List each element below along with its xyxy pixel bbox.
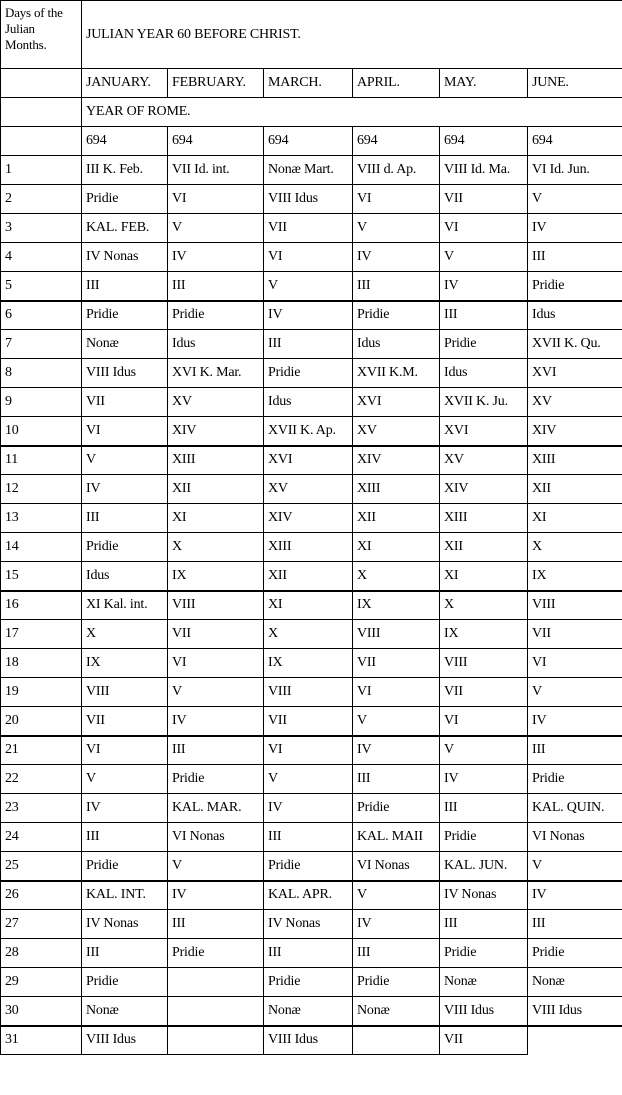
day-number-cell: 2 bbox=[1, 185, 82, 214]
year-value: 694 bbox=[264, 127, 353, 156]
date-cell: IV bbox=[528, 707, 622, 736]
date-cell: Nonæ bbox=[82, 330, 168, 359]
date-cell: V bbox=[82, 765, 168, 794]
date-cell: KAL. APR. bbox=[264, 881, 353, 910]
date-cell: KAL. JUN. bbox=[440, 852, 528, 881]
date-cell: VIII d. Ap. bbox=[353, 156, 440, 185]
year-value: 694 bbox=[353, 127, 440, 156]
date-cell: Pridie bbox=[353, 301, 440, 330]
date-cell: V bbox=[353, 881, 440, 910]
date-cell: KAL. QUIN. bbox=[528, 794, 622, 823]
date-cell: V bbox=[440, 243, 528, 272]
day-number-cell: 24 bbox=[1, 823, 82, 852]
title-row bbox=[1, 1, 622, 69]
calendar-body bbox=[1, 1, 622, 1055]
table-row bbox=[1, 156, 622, 185]
date-cell: IV bbox=[168, 243, 264, 272]
day-number-cell: 28 bbox=[1, 939, 82, 968]
date-cell: Pridie bbox=[264, 968, 353, 997]
date-cell: III bbox=[168, 272, 264, 301]
date-cell: III bbox=[440, 301, 528, 330]
date-cell: VII bbox=[440, 185, 528, 214]
date-cell: Pridie bbox=[353, 968, 440, 997]
date-cell: V bbox=[168, 852, 264, 881]
date-cell: III bbox=[82, 939, 168, 968]
date-cell: XV bbox=[264, 475, 353, 504]
month-header: FEBRUARY. bbox=[168, 69, 264, 98]
table-row bbox=[1, 852, 622, 881]
table-row bbox=[1, 1026, 622, 1055]
table-row bbox=[1, 504, 622, 533]
date-cell bbox=[353, 1026, 440, 1055]
date-cell: VI bbox=[82, 736, 168, 765]
table-row bbox=[1, 823, 622, 852]
table-row bbox=[1, 562, 622, 591]
date-cell: VIII bbox=[168, 591, 264, 620]
date-cell bbox=[168, 968, 264, 997]
date-cell: Idus bbox=[440, 359, 528, 388]
table-row bbox=[1, 736, 622, 765]
day-number-cell: 25 bbox=[1, 852, 82, 881]
date-cell: Nonæ bbox=[82, 997, 168, 1026]
date-cell: Pridie bbox=[82, 185, 168, 214]
date-cell: IX bbox=[440, 620, 528, 649]
table-row bbox=[1, 620, 622, 649]
date-cell: XIII bbox=[264, 533, 353, 562]
date-cell: XV bbox=[353, 417, 440, 446]
date-cell: IX bbox=[353, 591, 440, 620]
date-cell: X bbox=[168, 533, 264, 562]
date-cell: Idus bbox=[82, 562, 168, 591]
date-cell: XI bbox=[528, 504, 622, 533]
date-cell: VII bbox=[440, 678, 528, 707]
date-cell: III bbox=[528, 736, 622, 765]
table-row bbox=[1, 475, 622, 504]
table-row bbox=[1, 185, 622, 214]
date-cell: XVII K. Ju. bbox=[440, 388, 528, 417]
date-cell bbox=[168, 997, 264, 1026]
date-cell: III bbox=[353, 939, 440, 968]
date-cell: V bbox=[168, 678, 264, 707]
day-number-cell: 15 bbox=[1, 562, 82, 591]
date-cell: VII bbox=[264, 707, 353, 736]
date-cell: XIV bbox=[168, 417, 264, 446]
date-cell: IV Nonas bbox=[264, 910, 353, 939]
date-cell: Pridie bbox=[440, 330, 528, 359]
day-number-cell: 1 bbox=[1, 156, 82, 185]
table-row bbox=[1, 678, 622, 707]
date-cell: VII bbox=[440, 1026, 528, 1055]
day-number-cell: 8 bbox=[1, 359, 82, 388]
date-cell: IX bbox=[82, 649, 168, 678]
day-number-cell: 10 bbox=[1, 417, 82, 446]
date-cell: III bbox=[82, 504, 168, 533]
table-row bbox=[1, 794, 622, 823]
day-number-cell: 17 bbox=[1, 620, 82, 649]
date-cell: XII bbox=[264, 562, 353, 591]
date-cell: XIII bbox=[353, 475, 440, 504]
date-cell: KAL. INT. bbox=[82, 881, 168, 910]
date-cell: V bbox=[528, 185, 622, 214]
day-number-cell: 19 bbox=[1, 678, 82, 707]
date-cell: III bbox=[82, 823, 168, 852]
date-cell: Pridie bbox=[528, 272, 622, 301]
date-cell: VI Nonas bbox=[353, 852, 440, 881]
date-cell: V bbox=[264, 272, 353, 301]
table-row bbox=[1, 330, 622, 359]
date-cell: XIV bbox=[353, 446, 440, 475]
date-cell: IV bbox=[82, 794, 168, 823]
date-cell: VI bbox=[440, 707, 528, 736]
day-number-cell: 27 bbox=[1, 910, 82, 939]
empty-header-cell bbox=[1, 98, 82, 127]
table-row bbox=[1, 910, 622, 939]
date-cell: V bbox=[440, 736, 528, 765]
date-cell: VI bbox=[353, 678, 440, 707]
table-row bbox=[1, 359, 622, 388]
date-cell: VI bbox=[168, 649, 264, 678]
date-cell: V bbox=[353, 214, 440, 243]
months-row bbox=[1, 69, 622, 98]
date-cell: IV bbox=[168, 707, 264, 736]
day-number-cell: 3 bbox=[1, 214, 82, 243]
date-cell: VII bbox=[528, 620, 622, 649]
date-cell: Nonæ bbox=[353, 997, 440, 1026]
date-cell: XIII bbox=[440, 504, 528, 533]
table-row bbox=[1, 446, 622, 475]
date-cell: Pridie bbox=[440, 823, 528, 852]
month-header: MARCH. bbox=[264, 69, 353, 98]
date-cell: XI bbox=[168, 504, 264, 533]
date-cell: XVI bbox=[528, 359, 622, 388]
date-cell: Pridie bbox=[168, 301, 264, 330]
date-cell: VI Nonas bbox=[168, 823, 264, 852]
date-cell: VIII Idus bbox=[264, 1026, 353, 1055]
blank-area bbox=[528, 1026, 622, 1055]
date-cell: KAL. MAII bbox=[353, 823, 440, 852]
date-cell: III bbox=[353, 272, 440, 301]
table-row bbox=[1, 968, 622, 997]
date-cell: Pridie bbox=[440, 939, 528, 968]
date-cell: Pridie bbox=[82, 968, 168, 997]
date-cell: X bbox=[82, 620, 168, 649]
date-cell: KAL. MAR. bbox=[168, 794, 264, 823]
date-cell: XI bbox=[440, 562, 528, 591]
table-row bbox=[1, 417, 622, 446]
date-cell: Pridie bbox=[264, 852, 353, 881]
date-cell: III bbox=[264, 939, 353, 968]
date-cell: VI bbox=[528, 649, 622, 678]
date-cell: V bbox=[264, 765, 353, 794]
year-value: 694 bbox=[82, 127, 168, 156]
date-cell: Idus bbox=[168, 330, 264, 359]
date-cell: IV bbox=[353, 910, 440, 939]
date-cell: IV bbox=[264, 794, 353, 823]
day-number-cell: 7 bbox=[1, 330, 82, 359]
date-cell: XVII K. Ap. bbox=[264, 417, 353, 446]
table-row bbox=[1, 214, 622, 243]
date-cell bbox=[168, 1026, 264, 1055]
date-cell: XIV bbox=[264, 504, 353, 533]
date-cell: VI bbox=[264, 243, 353, 272]
year-value: 694 bbox=[440, 127, 528, 156]
date-cell: VI Nonas bbox=[528, 823, 622, 852]
days-column-header: Days of the Julian Months. bbox=[1, 1, 82, 69]
date-cell: X bbox=[353, 562, 440, 591]
year-of-rome-label: YEAR OF ROME. bbox=[82, 98, 622, 127]
day-number-cell: 26 bbox=[1, 881, 82, 910]
date-cell: IV Nonas bbox=[82, 243, 168, 272]
date-cell: Pridie bbox=[168, 765, 264, 794]
date-cell: VIII Idus bbox=[264, 185, 353, 214]
date-cell: Pridie bbox=[82, 852, 168, 881]
day-number-cell: 9 bbox=[1, 388, 82, 417]
date-cell: KAL. FEB. bbox=[82, 214, 168, 243]
date-cell: XIII bbox=[168, 446, 264, 475]
table-row bbox=[1, 388, 622, 417]
table-row bbox=[1, 591, 622, 620]
date-cell: VI bbox=[440, 214, 528, 243]
date-cell: III bbox=[528, 910, 622, 939]
date-cell: VII bbox=[168, 620, 264, 649]
date-cell: VIII bbox=[528, 591, 622, 620]
date-cell: IV bbox=[168, 881, 264, 910]
date-cell: Pridie bbox=[82, 301, 168, 330]
date-cell: XII bbox=[440, 533, 528, 562]
date-cell: Nonæ bbox=[264, 997, 353, 1026]
day-number-cell: 20 bbox=[1, 707, 82, 736]
date-cell: Idus bbox=[353, 330, 440, 359]
day-number-cell: 29 bbox=[1, 968, 82, 997]
date-cell: Pridie bbox=[82, 533, 168, 562]
date-cell: IV Nonas bbox=[440, 881, 528, 910]
date-cell: XVI bbox=[440, 417, 528, 446]
table-row bbox=[1, 939, 622, 968]
date-cell: Pridie bbox=[264, 359, 353, 388]
date-cell: VIII Id. Ma. bbox=[440, 156, 528, 185]
date-cell: VIII Idus bbox=[82, 1026, 168, 1055]
date-cell: VI bbox=[353, 185, 440, 214]
date-cell: III bbox=[168, 910, 264, 939]
table-row bbox=[1, 243, 622, 272]
date-cell: XV bbox=[168, 388, 264, 417]
date-cell: VI Id. Jun. bbox=[528, 156, 622, 185]
date-cell: VII bbox=[264, 214, 353, 243]
date-cell: VI bbox=[264, 736, 353, 765]
date-cell: III bbox=[440, 910, 528, 939]
date-cell: X bbox=[264, 620, 353, 649]
date-cell: IV bbox=[353, 736, 440, 765]
day-number-cell: 21 bbox=[1, 736, 82, 765]
date-cell: IV Nonas bbox=[82, 910, 168, 939]
day-number-cell: 31 bbox=[1, 1026, 82, 1055]
date-cell: Pridie bbox=[168, 939, 264, 968]
date-cell: IX bbox=[528, 562, 622, 591]
date-cell: VII bbox=[353, 649, 440, 678]
date-cell: IV bbox=[440, 765, 528, 794]
month-header: APRIL. bbox=[353, 69, 440, 98]
date-cell: VII bbox=[82, 388, 168, 417]
date-cell: III K. Feb. bbox=[82, 156, 168, 185]
date-cell: III bbox=[264, 330, 353, 359]
date-cell: XII bbox=[168, 475, 264, 504]
date-cell: III bbox=[528, 243, 622, 272]
date-cell: VI bbox=[168, 185, 264, 214]
date-cell: XV bbox=[440, 446, 528, 475]
date-cell: V bbox=[168, 214, 264, 243]
date-cell: IV bbox=[264, 301, 353, 330]
date-cell: Nonæ bbox=[440, 968, 528, 997]
date-cell: VIII bbox=[440, 649, 528, 678]
day-number-cell: 11 bbox=[1, 446, 82, 475]
date-cell: XI Kal. int. bbox=[82, 591, 168, 620]
date-cell: XVII K. Qu. bbox=[528, 330, 622, 359]
date-cell: VIII bbox=[264, 678, 353, 707]
day-number-cell: 23 bbox=[1, 794, 82, 823]
date-cell: VII bbox=[82, 707, 168, 736]
table-row bbox=[1, 881, 622, 910]
date-cell: XII bbox=[353, 504, 440, 533]
date-cell: IX bbox=[264, 649, 353, 678]
empty-header-cell bbox=[1, 127, 82, 156]
date-cell: Pridie bbox=[353, 794, 440, 823]
date-cell: Pridie bbox=[528, 765, 622, 794]
day-number-cell: 16 bbox=[1, 591, 82, 620]
day-number-cell: 30 bbox=[1, 997, 82, 1026]
date-cell: VIII Idus bbox=[82, 359, 168, 388]
table-row bbox=[1, 272, 622, 301]
date-cell: Nonæ Mart. bbox=[264, 156, 353, 185]
day-number-cell: 18 bbox=[1, 649, 82, 678]
date-cell: XV bbox=[528, 388, 622, 417]
date-cell: XVI bbox=[264, 446, 353, 475]
table-title: JULIAN YEAR 60 BEFORE CHRIST. bbox=[82, 1, 622, 69]
date-cell: Idus bbox=[528, 301, 622, 330]
date-cell: IV bbox=[528, 214, 622, 243]
day-number-cell: 14 bbox=[1, 533, 82, 562]
date-cell: VII Id. int. bbox=[168, 156, 264, 185]
date-cell: VIII Idus bbox=[440, 997, 528, 1026]
date-cell: V bbox=[528, 852, 622, 881]
month-header: JANUARY. bbox=[82, 69, 168, 98]
date-cell: IV bbox=[528, 881, 622, 910]
date-cell: VIII bbox=[82, 678, 168, 707]
date-cell: IV bbox=[82, 475, 168, 504]
date-cell: XVII K.M. bbox=[353, 359, 440, 388]
date-cell: XI bbox=[264, 591, 353, 620]
day-number-cell: 5 bbox=[1, 272, 82, 301]
date-cell: X bbox=[528, 533, 622, 562]
date-cell: XVI K. Mar. bbox=[168, 359, 264, 388]
date-cell: X bbox=[440, 591, 528, 620]
table-row bbox=[1, 649, 622, 678]
date-cell: VI bbox=[82, 417, 168, 446]
date-cell: III bbox=[82, 272, 168, 301]
year-value: 694 bbox=[168, 127, 264, 156]
day-number-cell: 12 bbox=[1, 475, 82, 504]
day-number-cell: 13 bbox=[1, 504, 82, 533]
date-cell: XIV bbox=[440, 475, 528, 504]
date-cell: III bbox=[353, 765, 440, 794]
date-cell: VIII Idus bbox=[528, 997, 622, 1026]
year-of-rome-label-row bbox=[1, 98, 622, 127]
date-cell: IX bbox=[168, 562, 264, 591]
date-cell: III bbox=[168, 736, 264, 765]
date-cell: V bbox=[353, 707, 440, 736]
date-cell: XIV bbox=[528, 417, 622, 446]
empty-header-cell bbox=[1, 69, 82, 98]
table-row bbox=[1, 533, 622, 562]
day-number-cell: 4 bbox=[1, 243, 82, 272]
date-cell: VIII bbox=[353, 620, 440, 649]
month-header: MAY. bbox=[440, 69, 528, 98]
date-cell: XI bbox=[353, 533, 440, 562]
date-cell: V bbox=[82, 446, 168, 475]
day-number-cell: 6 bbox=[1, 301, 82, 330]
date-cell: IV bbox=[440, 272, 528, 301]
year-value: 694 bbox=[528, 127, 622, 156]
table-row bbox=[1, 707, 622, 736]
date-cell: V bbox=[528, 678, 622, 707]
date-cell: III bbox=[440, 794, 528, 823]
day-number-cell: 22 bbox=[1, 765, 82, 794]
date-cell: XVI bbox=[353, 388, 440, 417]
date-cell: IV bbox=[353, 243, 440, 272]
table-row bbox=[1, 765, 622, 794]
date-cell: Nonæ bbox=[528, 968, 622, 997]
date-cell: Idus bbox=[264, 388, 353, 417]
month-header: JUNE. bbox=[528, 69, 622, 98]
year-values-row bbox=[1, 127, 622, 156]
date-cell: XIII bbox=[528, 446, 622, 475]
table-row bbox=[1, 301, 622, 330]
date-cell: Pridie bbox=[528, 939, 622, 968]
date-cell: III bbox=[264, 823, 353, 852]
table-row bbox=[1, 997, 622, 1026]
date-cell: XII bbox=[528, 475, 622, 504]
